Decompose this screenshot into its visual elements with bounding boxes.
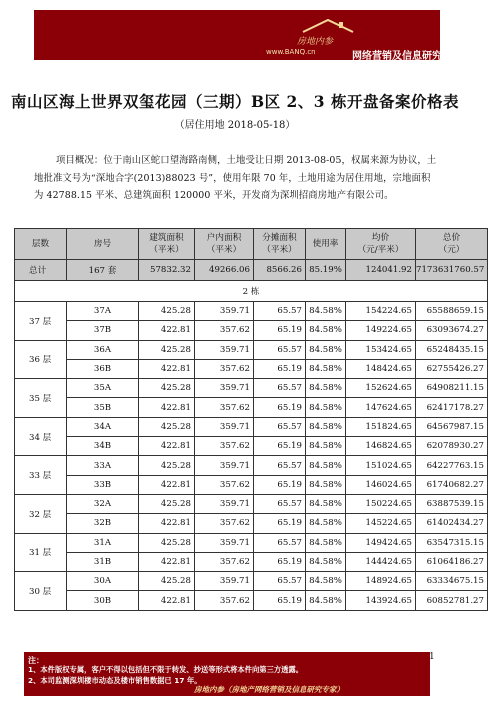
table-cell: 84.58% — [306, 475, 346, 494]
table-cell: 422.81 — [139, 514, 195, 533]
floor-cell: 32 层 — [15, 494, 67, 533]
table-cell: 422.81 — [139, 398, 195, 417]
room-cell: 31B — [67, 552, 139, 571]
table-cell: 61402434.27 — [416, 514, 488, 533]
total-cell: 49266.06 — [195, 260, 254, 281]
table-cell: 151024.65 — [346, 456, 416, 475]
page-title: 南山区海上世界双玺花园（三期）B区 2、3 栋开盘备案价格表 — [11, 92, 459, 111]
table-cell: 62078930.27 — [416, 437, 488, 456]
floor-cell: 33 层 — [15, 456, 67, 495]
header-banner — [34, 10, 462, 62]
footnote-1: 1、本件版权专属，客户不得以包括但不限于转发、抄送等形式将本件向第三方透露。 — [28, 665, 304, 674]
table-cell: 422.81 — [139, 591, 195, 610]
table-cell: 60852781.27 — [416, 591, 488, 610]
table-cell: 65.19 — [254, 591, 306, 610]
total-cell: 8566.26 — [254, 260, 306, 281]
table-cell: 150224.65 — [346, 494, 416, 513]
table-cell: 152624.65 — [346, 379, 416, 398]
table-cell: 63887539.15 — [416, 494, 488, 513]
table-cell: 422.81 — [139, 359, 195, 378]
total-cell: 85.19% — [306, 260, 346, 281]
table-row — [15, 398, 488, 417]
room-cell: 36A — [67, 340, 139, 359]
room-cell: 36B — [67, 359, 139, 378]
floor-cell: 36 层 — [15, 340, 67, 379]
table-cell: 65.19 — [254, 552, 306, 571]
table-row — [15, 379, 488, 398]
table-cell: 65.57 — [254, 494, 306, 513]
room-cell: 33B — [67, 475, 139, 494]
table-cell: 146824.65 — [346, 437, 416, 456]
page-number: 1 — [429, 652, 435, 662]
table-cell: 65.19 — [254, 437, 306, 456]
room-cell: 31A — [67, 533, 139, 552]
table-cell: 84.58% — [306, 417, 346, 436]
table-cell: 65.19 — [254, 475, 306, 494]
table-cell: 357.62 — [195, 437, 254, 456]
table-cell: 65.57 — [254, 572, 306, 591]
column-header: 层数 — [15, 229, 67, 260]
table-cell: 147624.65 — [346, 398, 416, 417]
table-cell: 357.62 — [195, 321, 254, 340]
table-cell: 84.58% — [306, 321, 346, 340]
table-cell: 359.71 — [195, 340, 254, 359]
floor-cell: 30 层 — [15, 572, 67, 611]
footnote-2: 2、本司监测深圳楼市动态及楼市销售数据已 17 年。 — [28, 676, 202, 685]
table-cell: 63093674.27 — [416, 321, 488, 340]
table-row — [15, 437, 488, 456]
table-cell: 65.57 — [254, 379, 306, 398]
column-header: 使用率 — [306, 229, 346, 260]
table-cell: 84.58% — [306, 437, 346, 456]
table-cell: 65.19 — [254, 359, 306, 378]
table-cell: 425.28 — [139, 533, 195, 552]
table-row — [15, 475, 488, 494]
table-row — [15, 456, 488, 475]
room-cell: 34A — [67, 417, 139, 436]
total-row — [15, 260, 488, 281]
room-cell: 32B — [67, 514, 139, 533]
table-cell: 357.62 — [195, 359, 254, 378]
table-cell: 357.62 — [195, 552, 254, 571]
table-row — [15, 494, 488, 513]
column-header: 户内面积 （平米） — [195, 229, 254, 260]
table-cell: 65.19 — [254, 321, 306, 340]
table-cell: 84.58% — [306, 379, 346, 398]
table-cell: 359.71 — [195, 379, 254, 398]
table-cell: 61740682.27 — [416, 475, 488, 494]
table-header-row — [15, 229, 488, 260]
table-cell: 359.71 — [195, 572, 254, 591]
table-cell: 422.81 — [139, 552, 195, 571]
table-cell: 425.28 — [139, 379, 195, 398]
logo-text: 房地内参 — [297, 37, 334, 47]
table-cell: 62755426.27 — [416, 359, 488, 378]
table-cell: 84.58% — [306, 514, 346, 533]
table-cell: 63547315.15 — [416, 533, 488, 552]
table-cell: 64908211.15 — [416, 379, 488, 398]
table-cell: 84.58% — [306, 494, 346, 513]
total-cell: 57832.32 — [139, 260, 195, 281]
logo-url: www.BANQ.cn — [266, 48, 316, 56]
page-subtitle: （居住用地 2018-05-18） — [174, 120, 296, 131]
total-cell: 7173631760.57 — [416, 260, 488, 281]
table-cell: 425.28 — [139, 572, 195, 591]
table-cell: 422.81 — [139, 321, 195, 340]
table-cell: 148924.65 — [346, 572, 416, 591]
table-row — [15, 359, 488, 378]
table-cell: 65.57 — [254, 340, 306, 359]
table-cell: 359.71 — [195, 533, 254, 552]
table-cell: 151824.65 — [346, 417, 416, 436]
table-cell: 84.58% — [306, 340, 346, 359]
room-cell: 37A — [67, 302, 139, 321]
table-cell: 422.81 — [139, 475, 195, 494]
table-cell: 357.62 — [195, 591, 254, 610]
table-cell: 359.71 — [195, 302, 254, 321]
table-cell: 65248435.15 — [416, 340, 488, 359]
table-row — [15, 321, 488, 340]
table-row — [15, 340, 488, 359]
table-row — [15, 302, 488, 321]
table-cell: 63334675.15 — [416, 572, 488, 591]
total-cell: 167 套 — [67, 260, 139, 281]
total-cell: 总计 — [15, 260, 67, 281]
project-overview: 项目概况：位于南山区蛇口望海路南侧，土地受让日期 2013-08-05，权属来源为协议，土地批准文号为“深地合字(2013)88023 号”，使用年限 70 年，土地用途为居住用地，宗地面积为 42788.15 平米、总建筑面积 120000 平米，开发商为深圳招商房地产有限公司。 — [34, 155, 437, 201]
table-cell: 84.58% — [306, 398, 346, 417]
footer-brand: 房地内参（房地产网络营销及信息研究专家） — [194, 685, 344, 694]
table-row — [15, 572, 488, 591]
table-cell: 149424.65 — [346, 533, 416, 552]
table-cell: 425.28 — [139, 456, 195, 475]
column-header: 分摊面积 （平米） — [254, 229, 306, 260]
table-cell: 61064186.27 — [416, 552, 488, 571]
table-cell: 65.57 — [254, 533, 306, 552]
column-header: 总价 （元） — [416, 229, 488, 260]
footnote-label: 注： — [28, 656, 44, 665]
table-cell: 148424.65 — [346, 359, 416, 378]
room-cell: 37B — [67, 321, 139, 340]
table-cell: 154224.65 — [346, 302, 416, 321]
table-cell: 357.62 — [195, 475, 254, 494]
table-cell: 65588659.15 — [416, 302, 488, 321]
column-header: 房号 — [67, 229, 139, 260]
room-cell: 30B — [67, 591, 139, 610]
banner-title: 网络营销及信息研究专家 — [352, 51, 462, 62]
room-cell: 33A — [67, 456, 139, 475]
table-cell: 64227763.15 — [416, 456, 488, 475]
table-cell: 84.58% — [306, 359, 346, 378]
building-section-row — [15, 281, 488, 302]
table-cell: 65.57 — [254, 417, 306, 436]
room-cell: 32A — [67, 494, 139, 513]
table-row — [15, 591, 488, 610]
table-cell: 84.58% — [306, 456, 346, 475]
table-cell: 422.81 — [139, 437, 195, 456]
table-cell: 359.71 — [195, 494, 254, 513]
table-cell: 357.62 — [195, 398, 254, 417]
table-cell: 425.28 — [139, 494, 195, 513]
table-cell: 359.71 — [195, 417, 254, 436]
table-cell: 143924.65 — [346, 591, 416, 610]
table-cell: 84.58% — [306, 552, 346, 571]
table-cell: 62417178.27 — [416, 398, 488, 417]
column-header: 建筑面积 （平米） — [139, 229, 195, 260]
table-cell: 84.58% — [306, 533, 346, 552]
table-cell: 357.62 — [195, 514, 254, 533]
table-cell: 84.58% — [306, 572, 346, 591]
table-cell: 145224.65 — [346, 514, 416, 533]
floor-cell: 34 层 — [15, 417, 67, 456]
table-cell: 64567987.15 — [416, 417, 488, 436]
footer-banner — [24, 652, 430, 696]
table-cell: 425.28 — [139, 302, 195, 321]
table-cell: 65.57 — [254, 456, 306, 475]
table-cell: 65.19 — [254, 514, 306, 533]
floor-cell: 37 层 — [15, 302, 67, 341]
price-table — [14, 228, 488, 611]
table-row — [15, 552, 488, 571]
table-cell: 425.28 — [139, 417, 195, 436]
table-cell: 65.57 — [254, 302, 306, 321]
table-cell: 65.19 — [254, 398, 306, 417]
room-cell: 35B — [67, 398, 139, 417]
floor-cell: 35 层 — [15, 379, 67, 418]
table-cell: 146024.65 — [346, 475, 416, 494]
column-header: 均价 （元/平米） — [346, 229, 416, 260]
table-cell: 149224.65 — [346, 321, 416, 340]
building-label: 2 栋 — [15, 281, 488, 302]
room-cell: 30A — [67, 572, 139, 591]
table-row — [15, 514, 488, 533]
room-cell: 34B — [67, 437, 139, 456]
table-cell: 84.58% — [306, 302, 346, 321]
table-row — [15, 417, 488, 436]
table-cell: 359.71 — [195, 456, 254, 475]
total-cell: 124041.92 — [346, 260, 416, 281]
table-cell: 425.28 — [139, 340, 195, 359]
floor-cell: 31 层 — [15, 533, 67, 572]
table-row — [15, 533, 488, 552]
table-cell: 144424.65 — [346, 552, 416, 571]
room-cell: 35A — [67, 379, 139, 398]
table-cell: 153424.65 — [346, 340, 416, 359]
table-cell: 84.58% — [306, 591, 346, 610]
